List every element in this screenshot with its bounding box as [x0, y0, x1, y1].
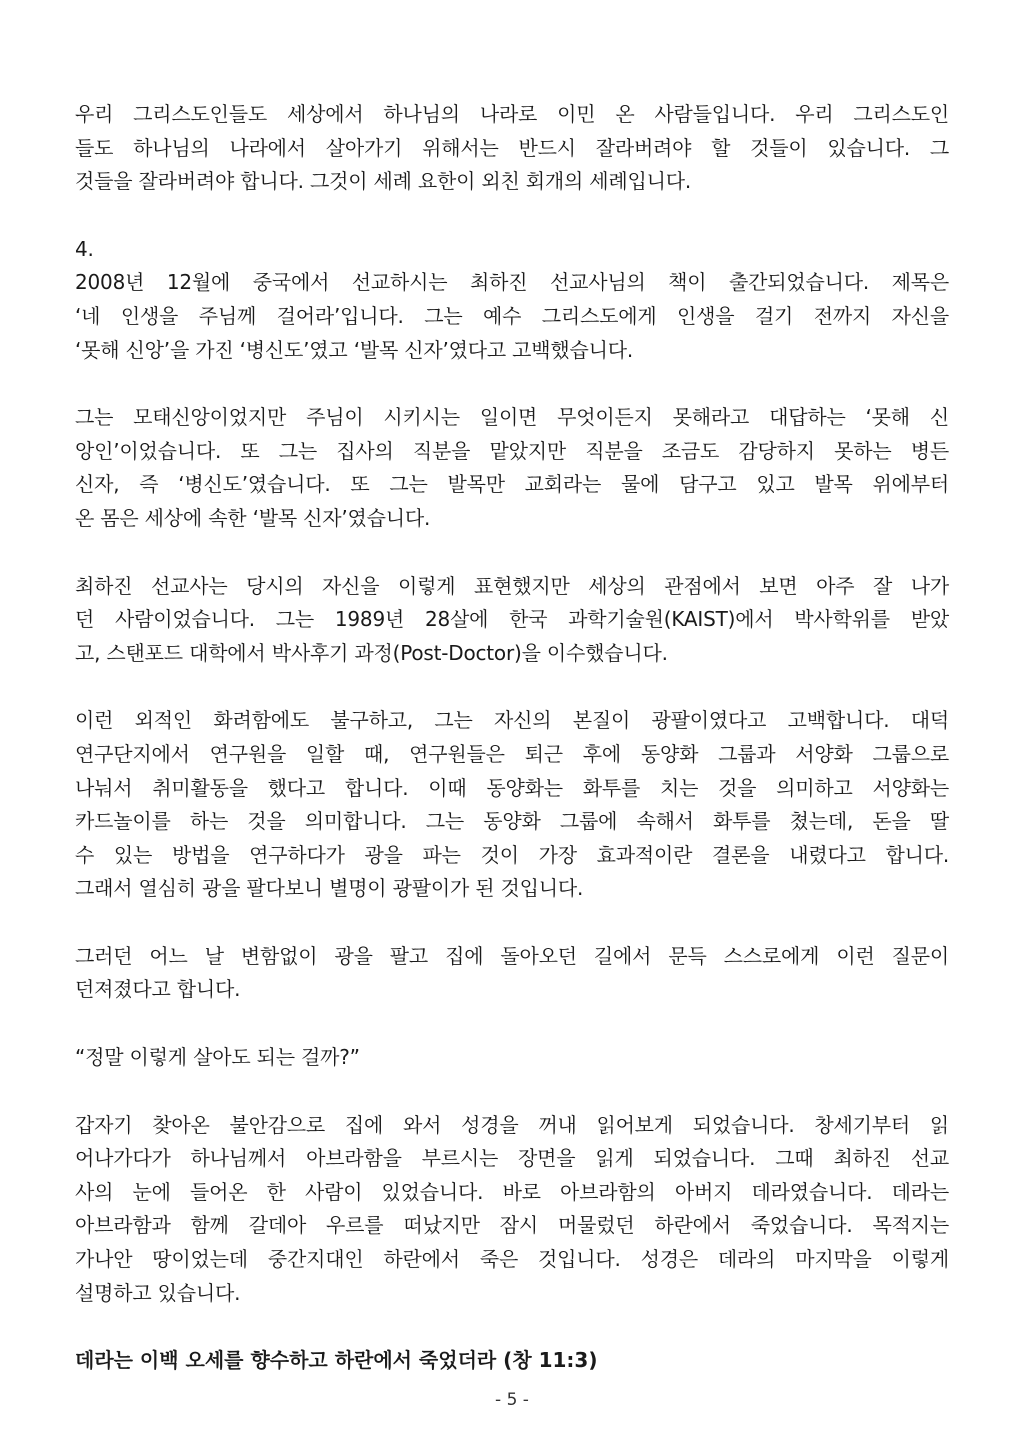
text-line: 사의 눈에 들어온 한 사람이 있었습니다. 바로 아브라함의 아버지 데라였습니다. 데라는 — [75, 1179, 949, 1204]
text-line: 수 있는 방법을 연구하다가 광을 파는 것이 가장 효과적이란 결론을 내렸다고 합니다. — [75, 842, 949, 867]
paragraph-2 — [75, 233, 949, 367]
text-line: 2008년 12월에 중국에서 선교하시는 최하진 선교사님의 책이 출간되었습니다. 제목은 — [75, 270, 949, 295]
section-number: 4. — [75, 236, 94, 261]
text-line: 최하진 선교사는 당시의 자신을 이렇게 표현했지만 세상의 관점에서 보면 아주 잘 나가 — [75, 573, 949, 598]
paragraph-6 — [75, 940, 949, 1007]
text-line: 던 사람이었습니다. 그는 1989년 28살에 한국 과학기술원(KAIST)에서 박사학위를 받았 — [75, 607, 949, 632]
text-line: 고, 스탠포드 대학에서 박사후기 과정(Post-Doctor)을 이수했습니다. — [75, 640, 668, 665]
page-number: - 5 - — [495, 1390, 529, 1410]
text-line: 카드놀이를 하는 것을 의미합니다. 그는 동양화 그룹에 속해서 화투를 쳤는데, 돈을 딸 — [75, 809, 949, 834]
text-line: 앙인’이었습니다. 또 그는 집사의 직분을 맡았지만 직분을 조금도 감당하지 못하는 병든 — [75, 438, 949, 463]
bible-verse: 데라는 이백 오세를 향수하고 하란에서 죽었더라 (창 11:3) — [75, 1348, 598, 1373]
text-line: 것들을 잘라버려야 합니다. 그것이 세례 요한이 외친 회개의 세례입니다. — [75, 169, 692, 194]
text-line: 우리 그리스도인들도 세상에서 하나님의 나라로 이민 온 사람들입니다. 우리 그리스도인 — [75, 102, 949, 126]
text-line: ‘못해 신앙’을 가진 ‘병신도’였고 ‘발목 신자’였다고 고백했습니다. — [75, 337, 634, 362]
quote-line: “정말 이렇게 살아도 되는 걸까?” — [75, 1045, 360, 1070]
text-line: 이런 외적인 화려함에도 불구하고, 그는 자신의 본질이 광팔이였다고 고백합니다. 대덕 — [75, 708, 949, 733]
text-line: 그는 모태신앙이었지만 주님이 시키시는 일이면 무엇이든지 못해라고 대답하는 ‘못해 신 — [75, 405, 949, 430]
paragraph-3 — [75, 401, 949, 535]
text-line: 갑자기 찾아온 불안감으로 집에 와서 성경을 꺼내 읽어보게 되었습니다. 창세기부터 읽 — [75, 1112, 949, 1137]
text-line: 어나가다가 하나님께서 아브라함을 부르시는 장면을 읽게 되었습니다. 그때 최하진 선교 — [75, 1146, 949, 1171]
paragraph-5 — [75, 704, 949, 906]
paragraph-quote — [75, 1041, 949, 1075]
paragraph-1 — [75, 98, 949, 199]
text-line: 신자, 즉 ‘병신도’였습니다. 또 그는 발목만 교회라는 물에 담구고 있고 발목 위에부터 — [75, 472, 949, 497]
text-line: 온 몸은 세상에 속한 ‘발목 신자’였습니다. — [75, 505, 431, 530]
document-body — [75, 98, 949, 1378]
text-line: ‘네 인생을 주님께 걸어라’입니다. 그는 예수 그리스도에게 인생을 걸기 전까지 자신을 — [75, 303, 949, 328]
text-line: 그래서 열심히 광을 팔다보니 별명이 광팔이가 된 것입니다. — [75, 876, 584, 901]
paragraph-8 — [75, 1109, 949, 1311]
text-line: 들도 하나님의 나라에서 살아가기 위해서는 반드시 잘라버려야 할 것들이 있습니다. 그 — [75, 135, 949, 160]
text-line: 설명하고 있습니다. — [75, 1280, 241, 1305]
text-line: 가나안 땅이었는데 중간지대인 하란에서 죽은 것입니다. 성경은 데라의 마지막을 이렇게 — [75, 1247, 949, 1272]
text-line: 연구단지에서 연구원을 일할 때, 연구원들은 퇴근 후에 동양화 그룹과 서양화 그룹으로 — [75, 741, 949, 766]
text-line: 그러던 어느 날 변함없이 광을 팔고 집에 돌아오던 길에서 문득 스스로에게 이런 질문이 — [75, 943, 949, 968]
text-line: 아브라함과 함께 갈데아 우르를 떠났지만 잠시 머물렀던 하란에서 죽었습니다. 목적지는 — [75, 1213, 949, 1238]
text-line: 나눠서 취미활동을 했다고 합니다. 이때 동양화는 화투를 치는 것을 의미하고 서양화는 — [75, 775, 949, 800]
paragraph-4 — [75, 570, 949, 671]
text-line: 던져졌다고 합니다. — [75, 977, 241, 1002]
